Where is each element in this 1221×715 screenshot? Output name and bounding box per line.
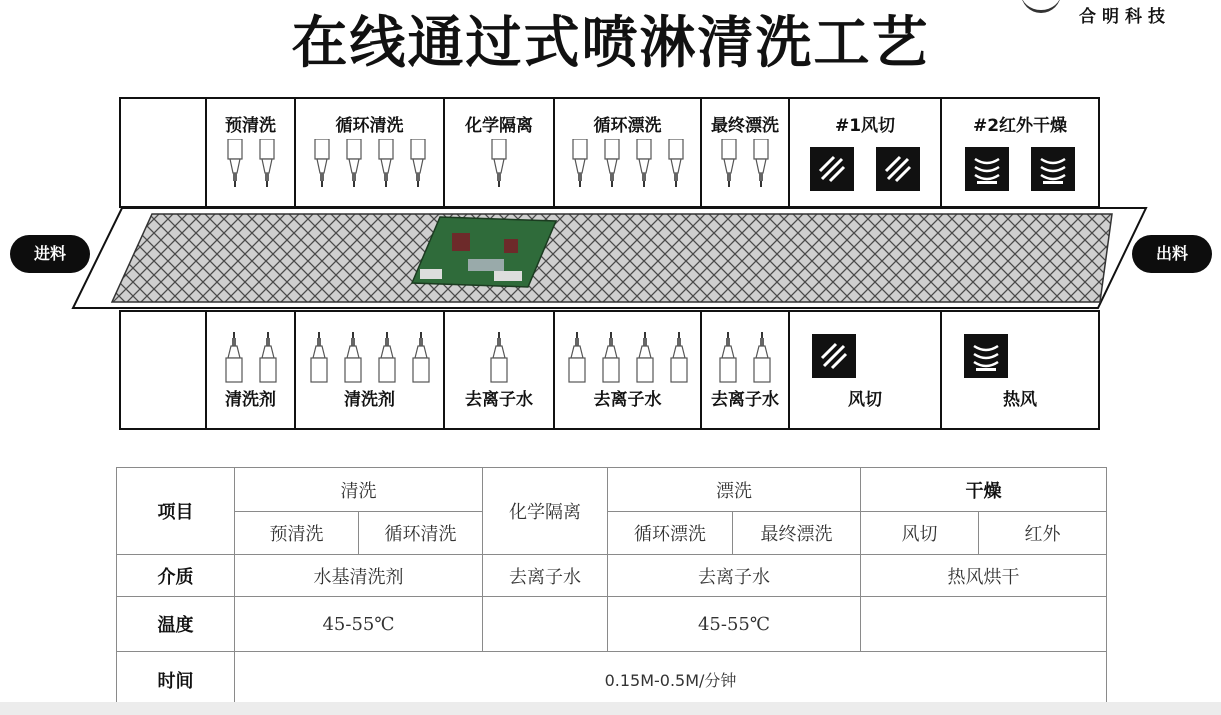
spray-nozzle-icon [489, 332, 509, 384]
outlet-badge: 出料 [1132, 235, 1212, 273]
top-stage-4 [553, 97, 700, 208]
spray-nozzle-icon [601, 332, 621, 384]
bottom-stage-5 [700, 310, 788, 430]
spray-nozzle-icon [718, 332, 738, 384]
chem-isolation-header: 化学隔离 [483, 468, 608, 555]
bottom-stage-2 [294, 310, 443, 430]
bottom-stage-4 [553, 310, 700, 430]
air-knife-icon [810, 147, 854, 191]
stage-label: 去离子水 [465, 390, 533, 410]
spray-nozzle-icon [411, 332, 431, 384]
bottom-stage-3 [443, 310, 553, 430]
spray-nozzle-icon [720, 139, 738, 189]
bottom-fade-strip [0, 702, 1221, 715]
stage-label: 去离子水 [711, 390, 779, 410]
medium-dry-cell: 热风烘干 [861, 555, 1107, 597]
stage-label: 清洗剂 [225, 390, 276, 410]
spray-nozzle-icon [752, 332, 772, 384]
temp-clean-cell: 45-55℃ [235, 597, 483, 652]
top-stage-7 [940, 97, 1100, 208]
temp-rinse-cell: 45-55℃ [608, 597, 861, 652]
stage-label: 热风 [1003, 390, 1037, 410]
spray-nozzle-icon [343, 332, 363, 384]
cycle-rinse-header: 循环漂洗 [608, 512, 733, 555]
row-medium-header: 介质 [117, 555, 235, 597]
temp-dry-cell [861, 597, 1107, 652]
page-title: 在线通过式喷淋清洗工艺 [291, 11, 930, 76]
top-stage-0 [119, 97, 205, 208]
stage-label: 最终漂洗 [711, 116, 779, 136]
stage-label: 风切 [848, 390, 882, 410]
cycle-clean-header: 循环清洗 [359, 512, 483, 555]
spray-nozzle-icon [635, 139, 653, 189]
stage-label: #1风切 [834, 116, 896, 136]
pre-clean-header: 预清洗 [235, 512, 359, 555]
group-rinse-header: 漂洗 [608, 468, 861, 512]
stage-label: 循环漂洗 [593, 116, 662, 136]
top-stage-2 [294, 97, 443, 208]
stage-label: 化学隔离 [465, 116, 533, 136]
time-value-cell: 0.15M-0.5M/分钟 [235, 652, 1107, 708]
spray-nozzle-icon [258, 139, 276, 189]
top-stage-3 [443, 97, 553, 208]
spray-nozzle-icon [345, 139, 363, 189]
spray-nozzle-icon [377, 139, 395, 189]
spray-nozzle-icon [571, 139, 589, 189]
spray-nozzle-icon [377, 332, 397, 384]
top-stage-6 [788, 97, 940, 208]
process-spec-table [116, 467, 1107, 708]
spray-nozzle-icon [752, 139, 770, 189]
stage-label: 清洗剂 [344, 390, 395, 410]
infrared-heater-icon [965, 147, 1009, 191]
spray-nozzle-icon [635, 332, 655, 384]
spray-nozzle-icon [490, 139, 508, 189]
company-logo-text: 合明科技 [1079, 7, 1171, 27]
spray-nozzle-icon [224, 332, 244, 384]
spray-nozzle-icon [226, 139, 244, 189]
hot-air-icon [964, 334, 1008, 378]
spray-nozzle-icon [313, 139, 331, 189]
stage-label: 去离子水 [593, 390, 662, 410]
final-rinse-header: 最终漂洗 [733, 512, 861, 555]
bottom-stage-1 [205, 310, 294, 430]
conveyor-belt [0, 205, 1221, 315]
spray-nozzle-icon [669, 332, 689, 384]
top-stage-5 [700, 97, 788, 208]
infrared-header: 红外 [979, 512, 1107, 555]
spray-nozzle-icon [409, 139, 427, 189]
bottom-stage-6 [788, 310, 940, 430]
spray-nozzle-icon [667, 139, 685, 189]
inlet-badge: 进料 [10, 235, 90, 273]
air-knife-header: 风切 [861, 512, 979, 555]
top-stage-1 [205, 97, 294, 208]
col-item-header: 项目 [117, 468, 235, 555]
row-time-header: 时间 [117, 652, 235, 708]
row-temp-header: 温度 [117, 597, 235, 652]
air-knife-icon [876, 147, 920, 191]
stage-label: #2红外干燥 [972, 116, 1068, 136]
temp-chem-cell [483, 597, 608, 652]
spray-nozzle-icon [309, 332, 329, 384]
bottom-stage-0 [119, 310, 205, 430]
infrared-heater-icon [1031, 147, 1075, 191]
medium-rinse-cell: 去离子水 [608, 555, 861, 597]
medium-clean-cell: 水基清洗剂 [235, 555, 483, 597]
spray-nozzle-icon [603, 139, 621, 189]
stage-label: 预清洗 [225, 116, 276, 136]
group-dry-header: 干燥 [861, 468, 1107, 512]
spray-nozzle-icon [567, 332, 587, 384]
spray-nozzle-icon [258, 332, 278, 384]
medium-chem-cell: 去离子水 [483, 555, 608, 597]
air-knife-icon [812, 334, 856, 378]
stage-label: 循环清洗 [335, 116, 404, 136]
bottom-stage-7 [940, 310, 1100, 430]
group-clean-header: 清洗 [235, 468, 483, 512]
